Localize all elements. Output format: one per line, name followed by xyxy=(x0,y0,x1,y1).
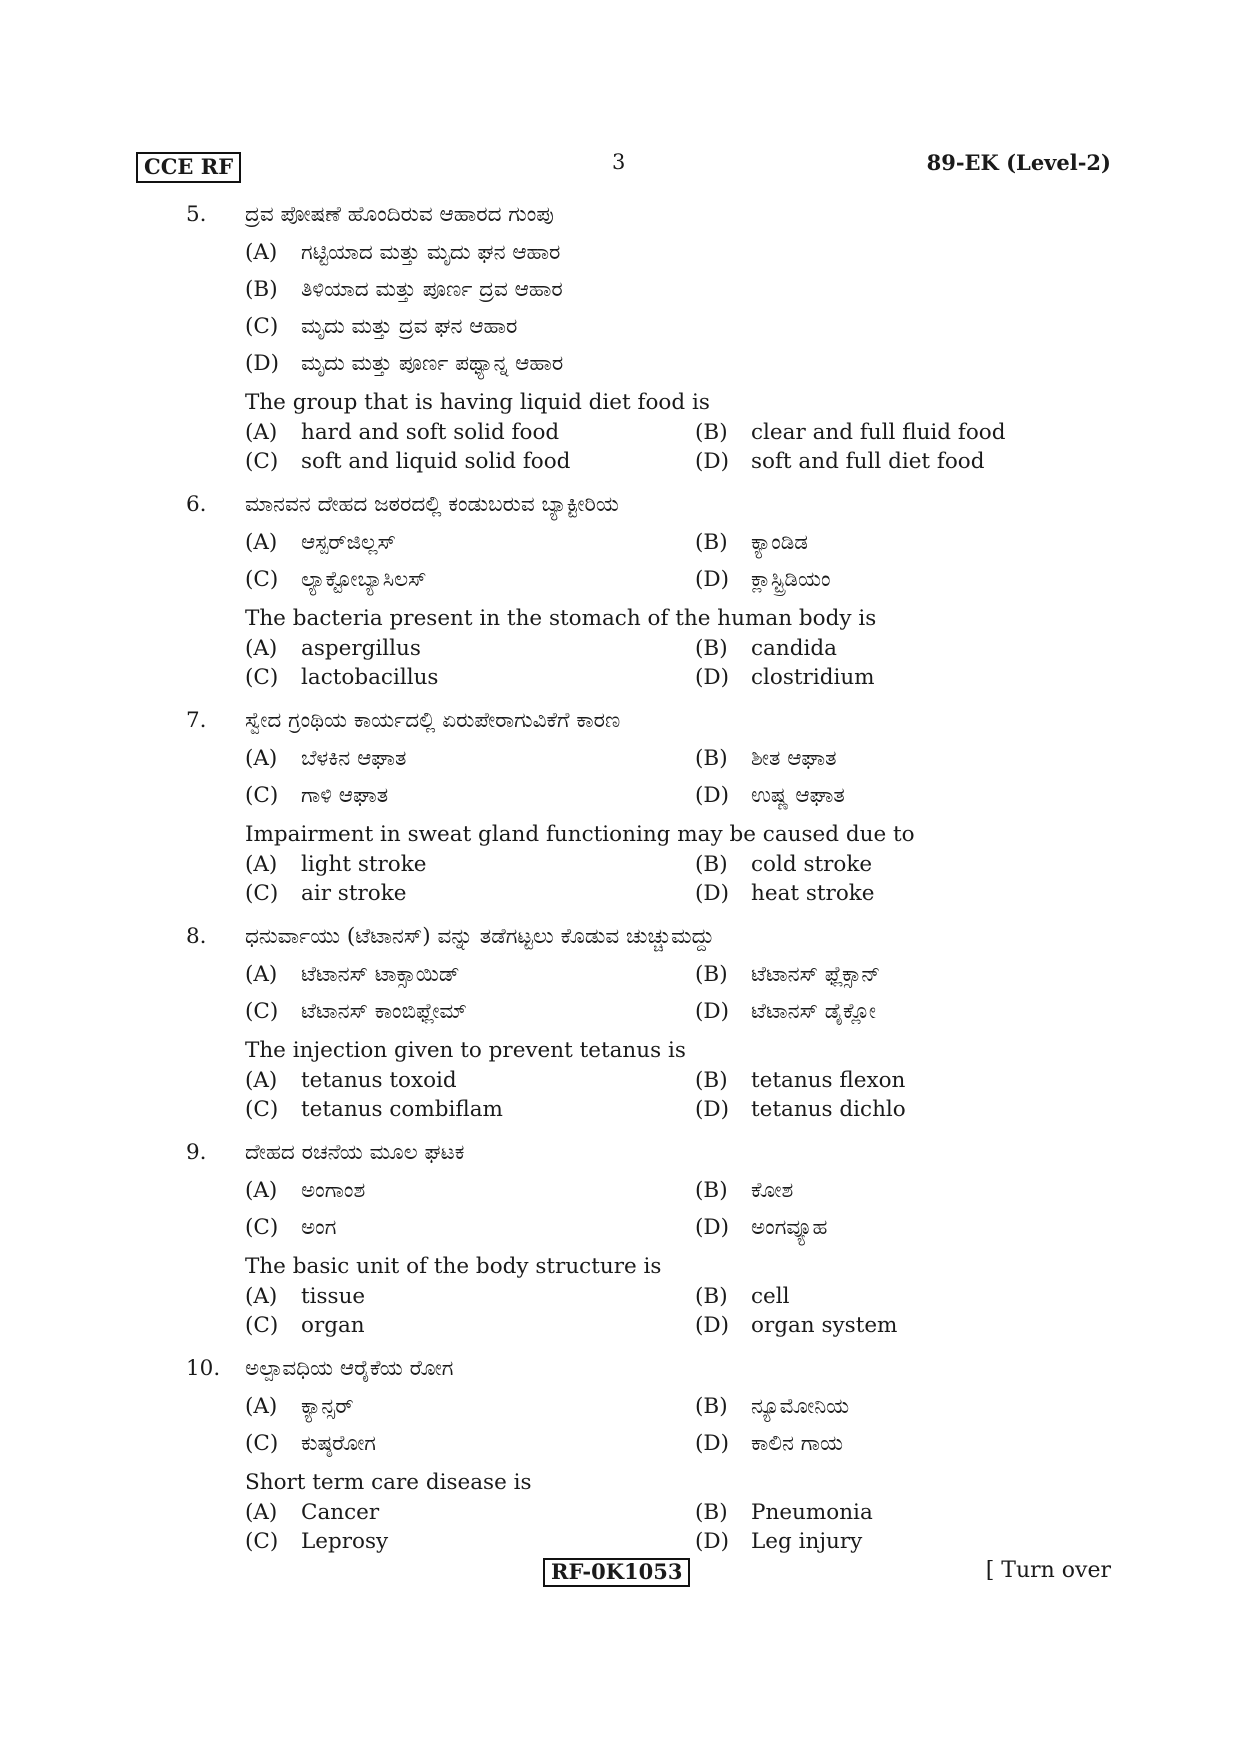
option-english-c: (C) lactobacillus xyxy=(245,665,439,690)
question-text-kannada: ದೇಹದ ರಚನೆಯ ಮೂಲ ಘಟಕ xyxy=(245,1140,465,1165)
option-english-a: (A) light stroke xyxy=(245,852,427,877)
question-text-english: The basic unit of the body structure is xyxy=(245,1254,662,1279)
option-english-d: (D) tetanus dichlo xyxy=(695,1097,906,1122)
question-number: 8. xyxy=(186,924,207,949)
option-english-d: (D) clostridium xyxy=(695,665,875,690)
option-english-c: (C) air stroke xyxy=(245,881,407,906)
question-9 xyxy=(186,1136,1086,1340)
page-number: 3 xyxy=(612,150,626,174)
turn-over-note: [ Turn over xyxy=(985,1558,1111,1583)
footer-code-box: RF-0K1053 xyxy=(543,1558,690,1587)
question-8 xyxy=(186,920,1086,1124)
question-text-english: Impairment in sweat gland functioning may be caused due to xyxy=(245,822,915,847)
option-english-b: (B) tetanus flexon xyxy=(695,1068,906,1093)
option-english-c: (C) organ xyxy=(245,1313,365,1338)
option-kannada-a: (A) ಬೆಳಕಿನ ಆಘಾತ xyxy=(245,746,407,771)
question-text-kannada: ದ್ರವ ಪೋಷಣೆ ಹೊಂದಿರುವ ಆಹಾರದ ಗುಂಪು xyxy=(245,202,554,227)
question-7 xyxy=(186,704,1086,908)
question-text-english: The injection given to prevent tetanus is xyxy=(245,1038,686,1063)
option-kannada-c: (C) ಗಾಳಿ ಆಘಾತ xyxy=(245,783,389,808)
option-english-b: (B) clear and full fluid food xyxy=(695,420,1006,445)
page-header xyxy=(136,148,1111,188)
option-english-a: (A) hard and soft solid food xyxy=(245,420,560,445)
option-kannada-d: (D) ಟೆಟಾನಸ್ ಡೈಕ್ಲೋ xyxy=(695,999,876,1024)
option-kannada-a: (A) ಕ್ಯಾನ್ಸರ್ xyxy=(245,1394,354,1419)
english-options xyxy=(245,418,1086,476)
kannada-options xyxy=(245,1388,1086,1462)
option-kannada-b: (B) ಕ್ಯಾಂಡಿಡ xyxy=(695,530,808,555)
option-kannada-b: (B) ನ್ಯೂಮೋನಿಯ xyxy=(695,1394,850,1419)
question-list xyxy=(186,198,1086,1568)
option-kannada-a: (A) ಗಟ್ಟಿಯಾದ ಮತ್ತು ಮೃದು ಘನ ಆಹಾರ xyxy=(245,240,561,265)
option-kannada-b: (B) ಕೋಶ xyxy=(695,1178,794,1203)
option-english-c: (C) soft and liquid solid food xyxy=(245,449,571,474)
option-kannada-c: (C) ಲ್ಯಾಕ್ಟೋಬ್ಯಾಸಿಲಸ್ xyxy=(245,567,427,592)
question-number: 5. xyxy=(186,202,207,227)
option-kannada-a: (A) ಆಸ್ಪರ್‌ಜಿಲ್ಲಸ್ xyxy=(245,530,396,555)
option-english-d: (D) Leg injury xyxy=(695,1529,863,1554)
option-kannada-d: (D) ಅಂಗವ್ಯೂಹ xyxy=(695,1215,828,1240)
english-options xyxy=(245,1282,1086,1340)
option-kannada-c: (C) ಅಂಗ xyxy=(245,1215,337,1240)
option-kannada-d: (D) ಉಷ್ಣ ಆಘಾತ xyxy=(695,783,845,808)
option-kannada-b: (B) ತಿಳಿಯಾದ ಮತ್ತು ಪೂರ್ಣ ದ್ರವ ಆಹಾರ xyxy=(245,277,563,302)
page-footer xyxy=(136,1558,1111,1598)
kannada-options xyxy=(245,740,1086,814)
question-5 xyxy=(186,198,1086,476)
option-kannada-a: (A) ಅಂಗಾಂಶ xyxy=(245,1178,366,1203)
question-text-english: The group that is having liquid diet food is xyxy=(245,390,710,415)
english-options xyxy=(245,1498,1086,1556)
kannada-options xyxy=(245,524,1086,598)
option-english-d: (D) soft and full diet food xyxy=(695,449,985,474)
option-english-b: (B) cell xyxy=(695,1284,790,1309)
option-english-a: (A) Cancer xyxy=(245,1500,380,1525)
english-options xyxy=(245,634,1086,692)
question-text-kannada: ಸ್ವೇದ ಗ್ರಂಥಿಯ ಕಾರ್ಯದಲ್ಲಿ ಏರುಪೇರಾಗುವಿಕೆಗೆ ಕಾರಣ xyxy=(245,708,621,733)
question-text-kannada: ಅಲ್ಪಾವಧಿಯ ಆರೈಕೆಯ ರೋಗ xyxy=(245,1356,454,1381)
option-english-b: (B) Pneumonia xyxy=(695,1500,873,1525)
option-kannada-d: (D) ಮೃದು ಮತ್ತು ಪೂರ್ಣ ಪಥ್ಯಾನ್ನ ಆಹಾರ xyxy=(245,351,564,376)
option-kannada-b: (B) ಶೀತ ಆಘಾತ xyxy=(695,746,837,771)
option-kannada-d: (D) ಕ್ಲಾಸ್ಟ್ರಿಡಿಯಂ xyxy=(695,567,831,592)
option-english-c: (C) Leprosy xyxy=(245,1529,389,1554)
option-english-a: (A) tissue xyxy=(245,1284,366,1309)
option-english-b: (B) candida xyxy=(695,636,837,661)
question-number: 6. xyxy=(186,492,207,517)
kannada-options xyxy=(245,956,1086,1030)
english-options xyxy=(245,1066,1086,1124)
option-english-a: (A) tetanus toxoid xyxy=(245,1068,457,1093)
option-kannada-c: (C) ಟೆಟಾನಸ್ ಕಾಂಬಿಫ್ಲೇಮ್ xyxy=(245,999,467,1024)
question-text-english: Short term care disease is xyxy=(245,1470,532,1495)
question-text-kannada: ಮಾನವನ ದೇಹದ ಜಠರದಲ್ಲಿ ಕಂಡುಬರುವ ಬ್ಯಾಕ್ಟೀರಿಯ xyxy=(245,492,619,517)
question-6 xyxy=(186,488,1086,692)
option-kannada-d: (D) ಕಾಲಿನ ಗಾಯ xyxy=(695,1431,843,1456)
option-english-d: (D) heat stroke xyxy=(695,881,875,906)
question-text-english: The bacteria present in the stomach of the human body is xyxy=(245,606,877,631)
exam-code-box: CCE RF xyxy=(136,152,241,183)
option-english-d: (D) organ system xyxy=(695,1313,898,1338)
question-number: 10. xyxy=(186,1356,221,1381)
kannada-options xyxy=(245,1172,1086,1246)
question-10 xyxy=(186,1352,1086,1556)
paper-code: 89-EK (Level-2) xyxy=(926,150,1111,175)
option-kannada-c: (C) ಮೃದು ಮತ್ತು ದ್ರವ ಘನ ಆಹಾರ xyxy=(245,314,518,339)
english-options xyxy=(245,850,1086,908)
option-english-c: (C) tetanus combiflam xyxy=(245,1097,503,1122)
option-english-a: (A) aspergillus xyxy=(245,636,421,661)
question-number: 9. xyxy=(186,1140,207,1165)
option-kannada-b: (B) ಟೆಟಾನಸ್ ಫ್ಲೆಕ್ಸಾನ್ xyxy=(695,962,881,987)
option-kannada-c: (C) ಕುಷ್ಠರೋಗ xyxy=(245,1431,376,1456)
option-kannada-a: (A) ಟೆಟಾನಸ್ ಟಾಕ್ಸಾಯಿಡ್ xyxy=(245,962,460,987)
question-number: 7. xyxy=(186,708,207,733)
question-text-kannada: ಧನುರ್ವಾಯು (ಟೆಟಾನಸ್) ವನ್ನು ತಡೆಗಟ್ಟಲು ಕೊಡುವ ಚುಚ್ಚುಮದ್ದು xyxy=(245,924,715,949)
option-english-b: (B) cold stroke xyxy=(695,852,873,877)
